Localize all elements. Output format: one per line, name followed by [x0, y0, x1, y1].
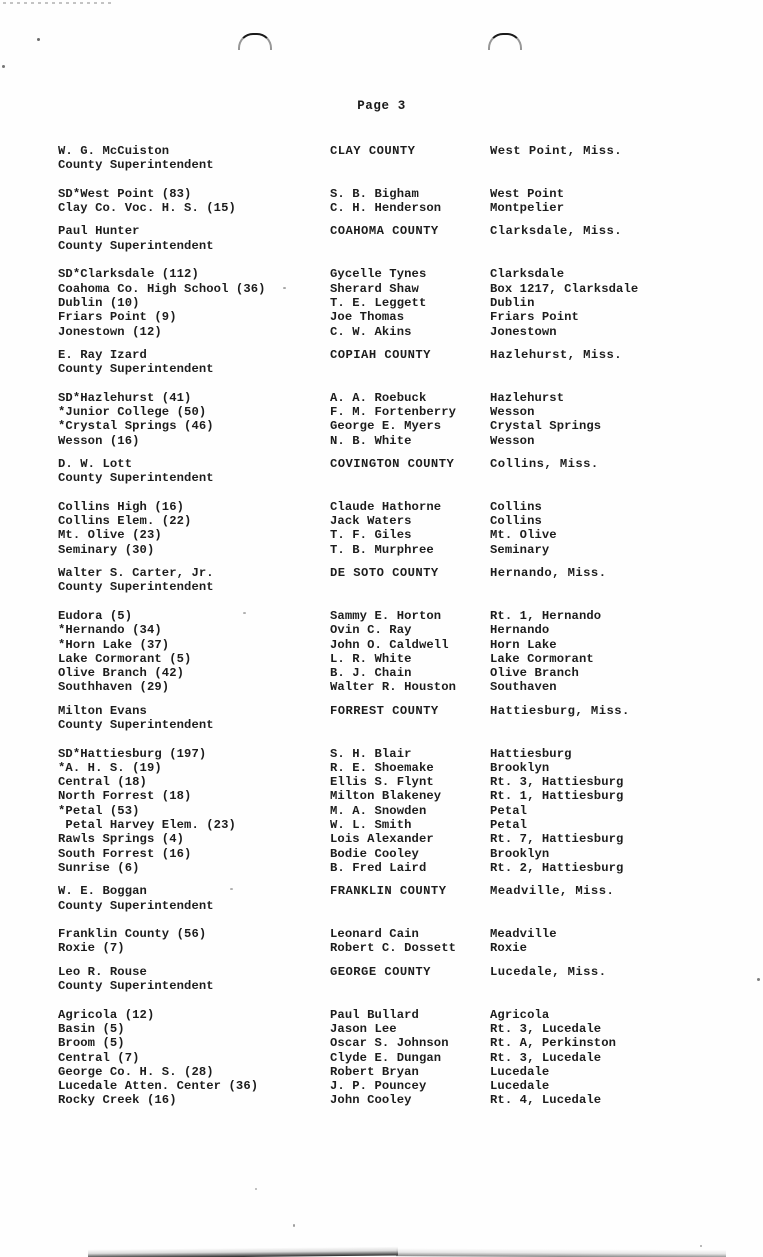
- school-row: [0, 847, 763, 861]
- school-name-and-count: Lake Cormorant (5): [58, 651, 192, 666]
- spacer: [0, 993, 763, 1007]
- superintendent-title: County Superintendent: [58, 238, 214, 253]
- county-name: COPIAH COUNTY: [330, 347, 431, 362]
- mailing-address: Roxie: [490, 941, 528, 956]
- spacer: [0, 486, 763, 500]
- mailing-address: Collins: [490, 514, 542, 529]
- school-name-and-count: Collins Elem. (22): [58, 514, 192, 529]
- school-name-and-count: Central (18): [58, 775, 147, 790]
- superintendent-title-row: [0, 239, 763, 253]
- school-name-and-count: SD*Clarksdale (112): [58, 267, 199, 282]
- county-section: [0, 704, 763, 876]
- school-row: [0, 609, 763, 623]
- school-name-and-count: SD*Hattiesburg (197): [58, 746, 207, 761]
- superintendent-name: Milton Evans: [58, 703, 147, 718]
- school-row: [0, 500, 763, 514]
- superintendent-title-row: [0, 362, 763, 376]
- mailing-address: Rt. A, Perkinston: [490, 1036, 617, 1051]
- school-row: [0, 543, 763, 557]
- spacer: [0, 732, 763, 746]
- county-section: [0, 965, 763, 1108]
- school-row: [0, 861, 763, 875]
- school-name-and-count: *Horn Lake (37): [58, 637, 170, 652]
- school-name-and-count: Agricola (12): [58, 1007, 155, 1022]
- principal-name: B. Fred Laird: [330, 860, 427, 875]
- county-header-row: [0, 884, 763, 898]
- school-name-and-count: SD*Hazlehurst (41): [58, 390, 192, 405]
- school-name-and-count: *Petal (53): [58, 803, 140, 818]
- county-name: GEORGE COUNTY: [330, 964, 431, 979]
- principal-name: Milton Blakeney: [330, 789, 442, 804]
- mailing-address: Friars Point: [490, 310, 579, 325]
- scan-bottom-shadow: [88, 1247, 398, 1257]
- school-row: [0, 927, 763, 941]
- principal-name: Oscar S. Johnson: [330, 1036, 449, 1051]
- mailing-address: Seminary: [490, 542, 550, 557]
- mailing-address: Petal: [490, 803, 528, 818]
- mailing-address: Rt. 1, Hattiesburg: [490, 789, 624, 804]
- county-name: FRANKLIN COUNTY: [330, 884, 447, 899]
- school-row: [0, 1079, 763, 1093]
- mailing-address: Brooklyn: [490, 846, 550, 861]
- superintendent-title-row: [0, 471, 763, 485]
- school-row: [0, 832, 763, 846]
- superintendent-title: County Superintendent: [58, 898, 214, 913]
- hole-punch-arc-icon: [488, 33, 522, 50]
- school-name-and-count: Clay Co. Voc. H. S. (15): [58, 201, 236, 216]
- school-row: [0, 1051, 763, 1065]
- school-name-and-count: Wesson (16): [58, 433, 140, 448]
- principal-name: Joe Thomas: [330, 310, 405, 325]
- county-header-row: [0, 965, 763, 979]
- principal-name: T. B. Murphree: [330, 542, 434, 557]
- school-row: [0, 1065, 763, 1079]
- county-seat-location: Hernando, Miss.: [490, 566, 607, 581]
- superintendent-name: W. G. McCuiston: [58, 144, 170, 158]
- spacer: [0, 595, 763, 609]
- superintendent-title: County Superintendent: [58, 717, 214, 732]
- school-row: [0, 514, 763, 528]
- school-row: [0, 391, 763, 405]
- school-name-and-count: Roxie (7): [58, 941, 125, 956]
- principal-name: George E. Myers: [330, 419, 442, 434]
- school-name-and-count: George Co. H. S. (28): [58, 1064, 214, 1079]
- principal-name: F. M. Fortenberry: [330, 405, 457, 420]
- superintendent-title-row: [0, 718, 763, 732]
- mailing-address: Rt. 2, Hattiesburg: [490, 860, 624, 875]
- school-row: [0, 419, 763, 433]
- school-row: [0, 680, 763, 694]
- principal-name: W. L. Smith: [330, 818, 412, 833]
- mailing-address: Agricola: [490, 1007, 550, 1022]
- county-name: CLAY COUNTY: [330, 144, 416, 158]
- principal-name: John O. Caldwell: [330, 637, 449, 652]
- principal-name: Clyde E. Dungan: [330, 1050, 442, 1065]
- superintendent-name: D. W. Lott: [58, 456, 133, 471]
- superintendent-title-row: [0, 979, 763, 993]
- superintendent-name: Paul Hunter: [58, 224, 140, 239]
- principal-name: J. P. Pouncey: [330, 1079, 427, 1094]
- scan-edge-dotted-line: [3, 2, 111, 4]
- county-name: COVINGTON COUNTY: [330, 456, 455, 471]
- mailing-address: Horn Lake: [490, 637, 557, 652]
- school-name-and-count: Mt. Olive (23): [58, 528, 162, 543]
- school-name-and-count: Eudora (5): [58, 608, 133, 623]
- school-name-and-count: *A. H. S. (19): [58, 760, 162, 775]
- county-seat-location: Lucedale, Miss.: [490, 964, 607, 979]
- scan-speck: [2, 65, 5, 68]
- mailing-address: Wesson: [490, 433, 535, 448]
- mailing-address: Dublin: [490, 295, 535, 310]
- principal-name: Claude Hathorne: [330, 499, 442, 514]
- school-name-and-count: SD*West Point (83): [58, 186, 192, 201]
- school-row: [0, 201, 763, 215]
- school-row: [0, 528, 763, 542]
- superintendent-name: Walter S. Carter, Jr.: [58, 566, 214, 581]
- superintendent-title: County Superintendent: [58, 580, 214, 595]
- school-name-and-count: Rawls Springs (4): [58, 832, 185, 847]
- principal-name: A. A. Roebuck: [330, 390, 427, 405]
- county-name: FORREST COUNTY: [330, 703, 439, 718]
- mailing-address: West Point: [490, 186, 565, 201]
- county-seat-location: West Point, Miss.: [490, 144, 622, 158]
- school-row: [0, 818, 763, 832]
- school-name-and-count: *Crystal Springs (46): [58, 419, 214, 434]
- school-row: [0, 325, 763, 339]
- scan-speck: [255, 1188, 257, 1190]
- mailing-address: Rt. 3, Lucedale: [490, 1021, 602, 1036]
- school-row: [0, 267, 763, 281]
- county-section: [0, 884, 763, 955]
- mailing-address: Rt. 3, Hattiesburg: [490, 775, 624, 790]
- school-row: [0, 775, 763, 789]
- principal-name: Bodie Cooley: [330, 846, 419, 861]
- mailing-address: Southaven: [490, 680, 557, 695]
- mailing-address: Crystal Springs: [490, 419, 602, 434]
- county-seat-location: Meadville, Miss.: [490, 884, 615, 899]
- mailing-address: Brooklyn: [490, 760, 550, 775]
- mailing-address: Clarksdale: [490, 267, 565, 282]
- scan-bottom-shadow: [396, 1248, 726, 1257]
- county-header-row: [0, 566, 763, 580]
- school-row: [0, 638, 763, 652]
- county-section: [0, 224, 763, 338]
- principal-name: Gycelle Tynes: [330, 267, 427, 282]
- school-name-and-count: Friars Point (9): [58, 310, 177, 325]
- school-row: [0, 747, 763, 761]
- school-row: [0, 296, 763, 310]
- mailing-address: Wesson: [490, 405, 535, 420]
- school-name-and-count: Seminary (30): [58, 542, 155, 557]
- superintendent-title: County Superintendent: [58, 979, 214, 994]
- school-name-and-count: Collins High (16): [58, 499, 185, 514]
- county-header-row: [0, 224, 763, 238]
- principal-name: Jason Lee: [330, 1021, 397, 1036]
- school-name-and-count: Franklin County (56): [58, 927, 207, 942]
- mailing-address: Hazlehurst: [490, 390, 565, 405]
- mailing-address: Olive Branch: [490, 666, 579, 681]
- school-row: [0, 789, 763, 803]
- school-row: [0, 761, 763, 775]
- school-row: [0, 187, 763, 201]
- mailing-address: Jonestown: [490, 324, 557, 339]
- school-name-and-count: Olive Branch (42): [58, 666, 185, 681]
- school-row: [0, 941, 763, 955]
- county-name: DE SOTO COUNTY: [330, 566, 439, 581]
- school-row: [0, 405, 763, 419]
- school-name-and-count: Rocky Creek (16): [58, 1093, 177, 1108]
- principal-name: C. H. Henderson: [330, 201, 442, 216]
- superintendent-name: E. Ray Izard: [58, 347, 147, 362]
- mailing-address: Lucedale: [490, 1079, 550, 1094]
- school-name-and-count: Dublin (10): [58, 295, 140, 310]
- superintendent-title: County Superintendent: [58, 158, 214, 173]
- school-row: [0, 1022, 763, 1036]
- principal-name: T. F. Giles: [330, 528, 412, 543]
- school-name-and-count: Sunrise (6): [58, 860, 140, 875]
- school-name-and-count: Broom (5): [58, 1036, 125, 1051]
- principal-name: Walter R. Houston: [330, 680, 457, 695]
- school-name-and-count: South Forrest (16): [58, 846, 192, 861]
- county-seat-location: Collins, Miss.: [490, 456, 599, 471]
- principal-name: Sammy E. Horton: [330, 608, 442, 623]
- principal-name: R. E. Shoemake: [330, 760, 434, 775]
- principal-name: John Cooley: [330, 1093, 412, 1108]
- principal-name: S. B. Bigham: [330, 186, 419, 201]
- county-seat-location: Clarksdale, Miss.: [490, 224, 622, 239]
- mailing-address: Rt. 4, Lucedale: [490, 1093, 602, 1108]
- principal-name: Jack Waters: [330, 514, 412, 529]
- hole-punch-arc-icon: [238, 33, 272, 50]
- school-name-and-count: Coahoma Co. High School (36): [58, 281, 266, 296]
- superintendent-title-row: [0, 158, 763, 172]
- county-seat-location: Hattiesburg, Miss.: [490, 703, 630, 718]
- spacer: [0, 173, 763, 187]
- principal-name: Paul Bullard: [330, 1007, 419, 1022]
- spacer: [0, 913, 763, 927]
- county-seat-location: Hazlehurst, Miss.: [490, 347, 622, 362]
- scan-speck: [37, 38, 40, 41]
- principal-name: Leonard Cain: [330, 927, 419, 942]
- school-name-and-count: *Junior College (50): [58, 405, 207, 420]
- mailing-address: Mt. Olive: [490, 528, 557, 543]
- mailing-address: Petal: [490, 818, 528, 833]
- county-header-row: [0, 144, 763, 158]
- school-row: [0, 666, 763, 680]
- county-section: [0, 566, 763, 695]
- mailing-address: Hattiesburg: [490, 746, 572, 761]
- county-header-row: [0, 704, 763, 718]
- mailing-address: Rt. 3, Lucedale: [490, 1050, 602, 1065]
- principal-name: Sherard Shaw: [330, 281, 419, 296]
- county-directory-listing: [0, 144, 763, 1108]
- school-name-and-count: North Forrest (18): [58, 789, 192, 804]
- school-row: [0, 804, 763, 818]
- spacer: [0, 253, 763, 267]
- school-name-and-count: Lucedale Atten. Center (36): [58, 1079, 259, 1094]
- county-section: [0, 348, 763, 448]
- school-row: [0, 434, 763, 448]
- school-name-and-count: *Hernando (34): [58, 623, 162, 638]
- school-row: [0, 1093, 763, 1107]
- principal-name: T. E. Leggett: [330, 295, 427, 310]
- principal-name: Ovin C. Ray: [330, 623, 412, 638]
- spacer: [0, 376, 763, 390]
- principal-name: B. J. Chain: [330, 666, 412, 681]
- principal-name: M. A. Snowden: [330, 803, 427, 818]
- superintendent-title: County Superintendent: [58, 471, 214, 486]
- county-section: [0, 144, 763, 215]
- school-row: [0, 623, 763, 637]
- mailing-address: Box 1217, Clarksdale: [490, 281, 639, 296]
- county-name: COAHOMA COUNTY: [330, 224, 439, 239]
- principal-name: C. W. Akins: [330, 324, 412, 339]
- superintendent-title-row: [0, 580, 763, 594]
- superintendent-name: Leo R. Rouse: [58, 964, 147, 979]
- school-row: [0, 652, 763, 666]
- superintendent-title-row: [0, 899, 763, 913]
- mailing-address: Collins: [490, 499, 542, 514]
- school-row: [0, 282, 763, 296]
- school-name-and-count: Basin (5): [58, 1021, 125, 1036]
- mailing-address: Montpelier: [490, 201, 565, 216]
- principal-name: L. R. White: [330, 651, 412, 666]
- mailing-address: Rt. 1, Hernando: [490, 608, 602, 623]
- principal-name: Robert Bryan: [330, 1064, 419, 1079]
- school-name-and-count: Central (7): [58, 1050, 140, 1065]
- mailing-address: Hernando: [490, 623, 550, 638]
- county-header-row: [0, 457, 763, 471]
- school-name-and-count: Southhaven (29): [58, 680, 170, 695]
- superintendent-name: W. E. Boggan: [58, 884, 147, 899]
- school-row: [0, 1036, 763, 1050]
- school-name-and-count: Jonestown (12): [58, 324, 162, 339]
- mailing-address: Meadville: [490, 927, 557, 942]
- superintendent-title: County Superintendent: [58, 362, 214, 377]
- principal-name: S. H. Blair: [330, 746, 412, 761]
- scan-speck: [293, 1224, 295, 1227]
- mailing-address: Rt. 7, Hattiesburg: [490, 832, 624, 847]
- county-section: [0, 457, 763, 557]
- scan-speck: [700, 1245, 702, 1247]
- principal-name: Robert C. Dossett: [330, 941, 457, 956]
- school-name-and-count: Petal Harvey Elem. (23): [58, 818, 236, 833]
- school-row: [0, 1008, 763, 1022]
- principal-name: N. B. White: [330, 433, 412, 448]
- principal-name: Ellis S. Flynt: [330, 775, 434, 790]
- mailing-address: Lucedale: [490, 1064, 550, 1079]
- county-header-row: [0, 348, 763, 362]
- school-row: [0, 310, 763, 324]
- page-number: Page 3: [357, 99, 406, 113]
- mailing-address: Lake Cormorant: [490, 651, 594, 666]
- principal-name: Lois Alexander: [330, 832, 434, 847]
